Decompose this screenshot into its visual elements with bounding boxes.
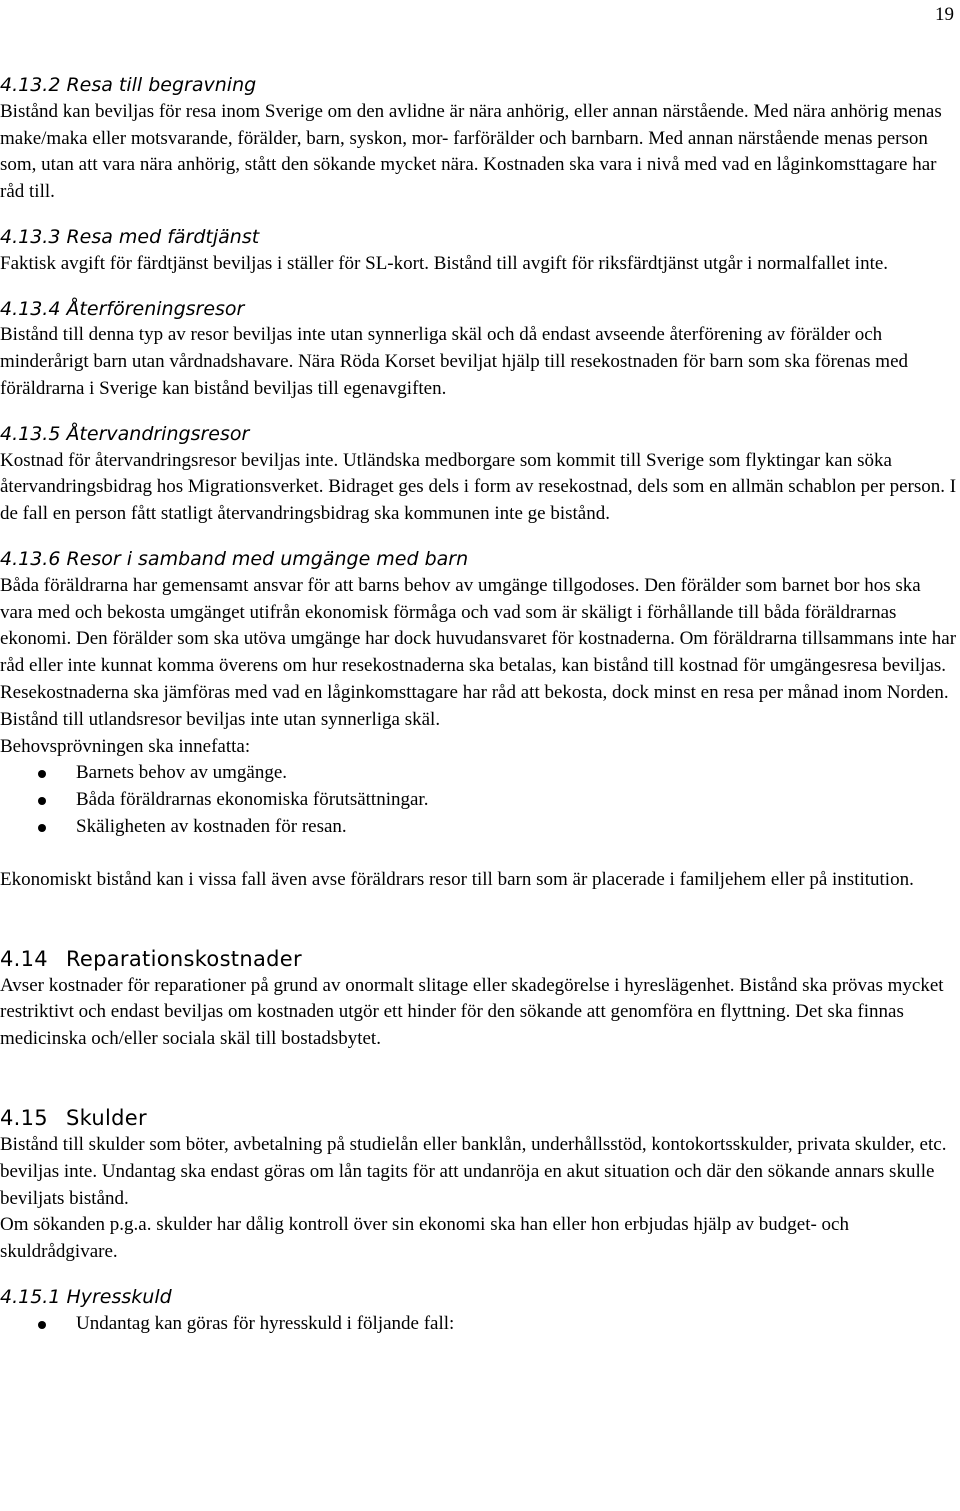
heading-4-14 bbox=[0, 946, 958, 973]
heading-number: 4.15 bbox=[0, 1105, 48, 1130]
page-number: 19 bbox=[935, 4, 954, 25]
section-4-13-6 bbox=[0, 546, 958, 894]
section-4-13-2 bbox=[0, 72, 958, 206]
heading-4-13-3 bbox=[0, 224, 958, 251]
heading-4-15 bbox=[0, 1105, 958, 1132]
paragraph: Bistånd till denna typ av resor beviljas inte utan synnerliga skäl och då endast avseende återförening av förälder och minderårigt barn utan vårdnadshavare. Nära Röda Korset beviljat hjälp till resekostnaden för barn som ska förenas med föräldrarna i Sverige kan bistånd beviljas till egenavgiften. bbox=[0, 324, 909, 399]
heading-number: 4.13.2 bbox=[0, 74, 61, 96]
section-4-13-5 bbox=[0, 421, 958, 528]
heading-4-13-5 bbox=[0, 421, 958, 448]
heading-title: Skulder bbox=[65, 1105, 147, 1130]
paragraph: Om sökanden p.g.a. skulder har dålig kontroll över sin ekonomi ska han eller hon erbjudas hjälp av budget- och skuldrådgivare. bbox=[0, 1214, 849, 1263]
paragraph: Båda föräldrarna har gemensamt ansvar för att barns behov av umgänge tillgodoses. Den förälder som barnet bor hos ska vara med och bekosta umgänget utifrån ekonomisk förmåga och vad som är skäligt i förhållande till båda föräldrarnas ekonomi. Den förälder som ska utöva umgänge har dock huvudansvaret för kostnaderna. Om föräldrarna tillsammans inte har råd eller inte kunnat komma överens om hur resekostnaderna ska betalas, kan bistånd till kostnad för umgängesresa beviljas. Resekostnaderna ska jämföras med vad en låginkomsttagare har råd att bekosta, dock minst en resa per månad inom Norden. Bistånd till utlandsresor beviljas inte utan synnerliga skäl. bbox=[0, 574, 957, 730]
paragraph-intro: Behovsprövningen ska innefatta: bbox=[0, 735, 251, 757]
heading-number: 4.13.4 bbox=[0, 297, 61, 320]
bullet-list bbox=[0, 760, 958, 840]
heading-number: 4.13.6 bbox=[0, 547, 61, 570]
section-4-14 bbox=[0, 946, 958, 1053]
paragraph: Avser kostnader för reparationer på grund av onormalt slitage eller skadegörelse i hyreslägenhet. Bistånd ska prövas mycket restriktivt och endast beviljas om kostnaden utgör ett hinder för den sökande att genomföra en flyttning. Det ska finnas medicinska och/eller sociala skäl till bostadsbytet. bbox=[0, 974, 944, 1050]
heading-number: 4.14 bbox=[0, 946, 48, 971]
section-4-13-3 bbox=[0, 224, 958, 278]
heading-title: Reparationskostnader bbox=[65, 946, 302, 971]
heading-title: Resa till begravning bbox=[66, 74, 257, 96]
heading-4-15-1 bbox=[0, 1284, 958, 1311]
list-item: Skäligheten av kostnaden för resan. bbox=[0, 814, 958, 841]
paragraph: Bistånd kan beviljas för resa inom Sverige om den avlidne är nära anhörig, eller annan närstående. Med nära anhörig menas make/maka eller motsvarande, förälder, barn, syskon, mor- farförälder och barnbarn. Med annan närstående menas person som, utan att vara nära anhörig, stått den sökande mycket nära. Kostnaden ska vara i nivå med vad en låginkomsttagare har råd till. bbox=[0, 100, 942, 203]
section-4-15 bbox=[0, 1105, 958, 1266]
paragraph: Faktisk avgift för färdtjänst beviljas i ställer för SL-kort. Bistånd till avgift för riksfärdtjänst utgår i normalfallet inte. bbox=[0, 252, 889, 274]
paragraph: Ekonomiskt bistånd kan i vissa fall även avse föräldrars resor till barn som är placerade i familjehem eller på institution. bbox=[0, 868, 914, 890]
list-item: Undantag kan göras för hyresskuld i följande fall: bbox=[0, 1311, 958, 1338]
heading-title: Återföreningsresor bbox=[66, 297, 245, 320]
heading-4-13-4 bbox=[0, 296, 958, 323]
heading-number: 4.15.1 bbox=[0, 1285, 61, 1308]
heading-4-13-6 bbox=[0, 546, 958, 573]
heading-title: Resor i samband med umgänge med barn bbox=[66, 547, 469, 570]
section-4-15-1 bbox=[0, 1284, 958, 1338]
heading-title: Resa med färdtjänst bbox=[66, 225, 260, 248]
bullet-list bbox=[0, 1311, 958, 1338]
paragraph: Bistånd till skulder som böter, avbetalning på studielån eller banklån, underhållsstöd, kontokortsskulder, privata skulder, etc. beviljas inte. Undantag ska endast göras om lån tagits för att undanröja en akut situation och där den sökande annars skulle beviljats bistånd. bbox=[0, 1133, 947, 1209]
heading-title: Hyresskuld bbox=[66, 1285, 172, 1308]
heading-number: 4.13.5 bbox=[0, 422, 61, 445]
section-4-13-4 bbox=[0, 296, 958, 403]
document-body bbox=[0, 72, 958, 1337]
paragraph: Kostnad för återvandringsresor beviljas inte. Utländska medborgare som kommit till Sverige som flyktingar kan söka återvandringsbidrag hos Migrationsverket. Bidraget ges dels i form av resekostnad, dels som en allmän schablon per person. I de fall en person fått statligt återvandringsbidrag ska kommunen inte ge bistånd. bbox=[0, 449, 957, 525]
heading-4-13-2 bbox=[0, 72, 958, 99]
heading-title: Återvandringsresor bbox=[66, 422, 250, 445]
list-item: Barnets behov av umgänge. bbox=[0, 760, 958, 787]
heading-number: 4.13.3 bbox=[0, 225, 61, 248]
list-item: Båda föräldrarnas ekonomiska förutsättningar. bbox=[0, 787, 958, 814]
